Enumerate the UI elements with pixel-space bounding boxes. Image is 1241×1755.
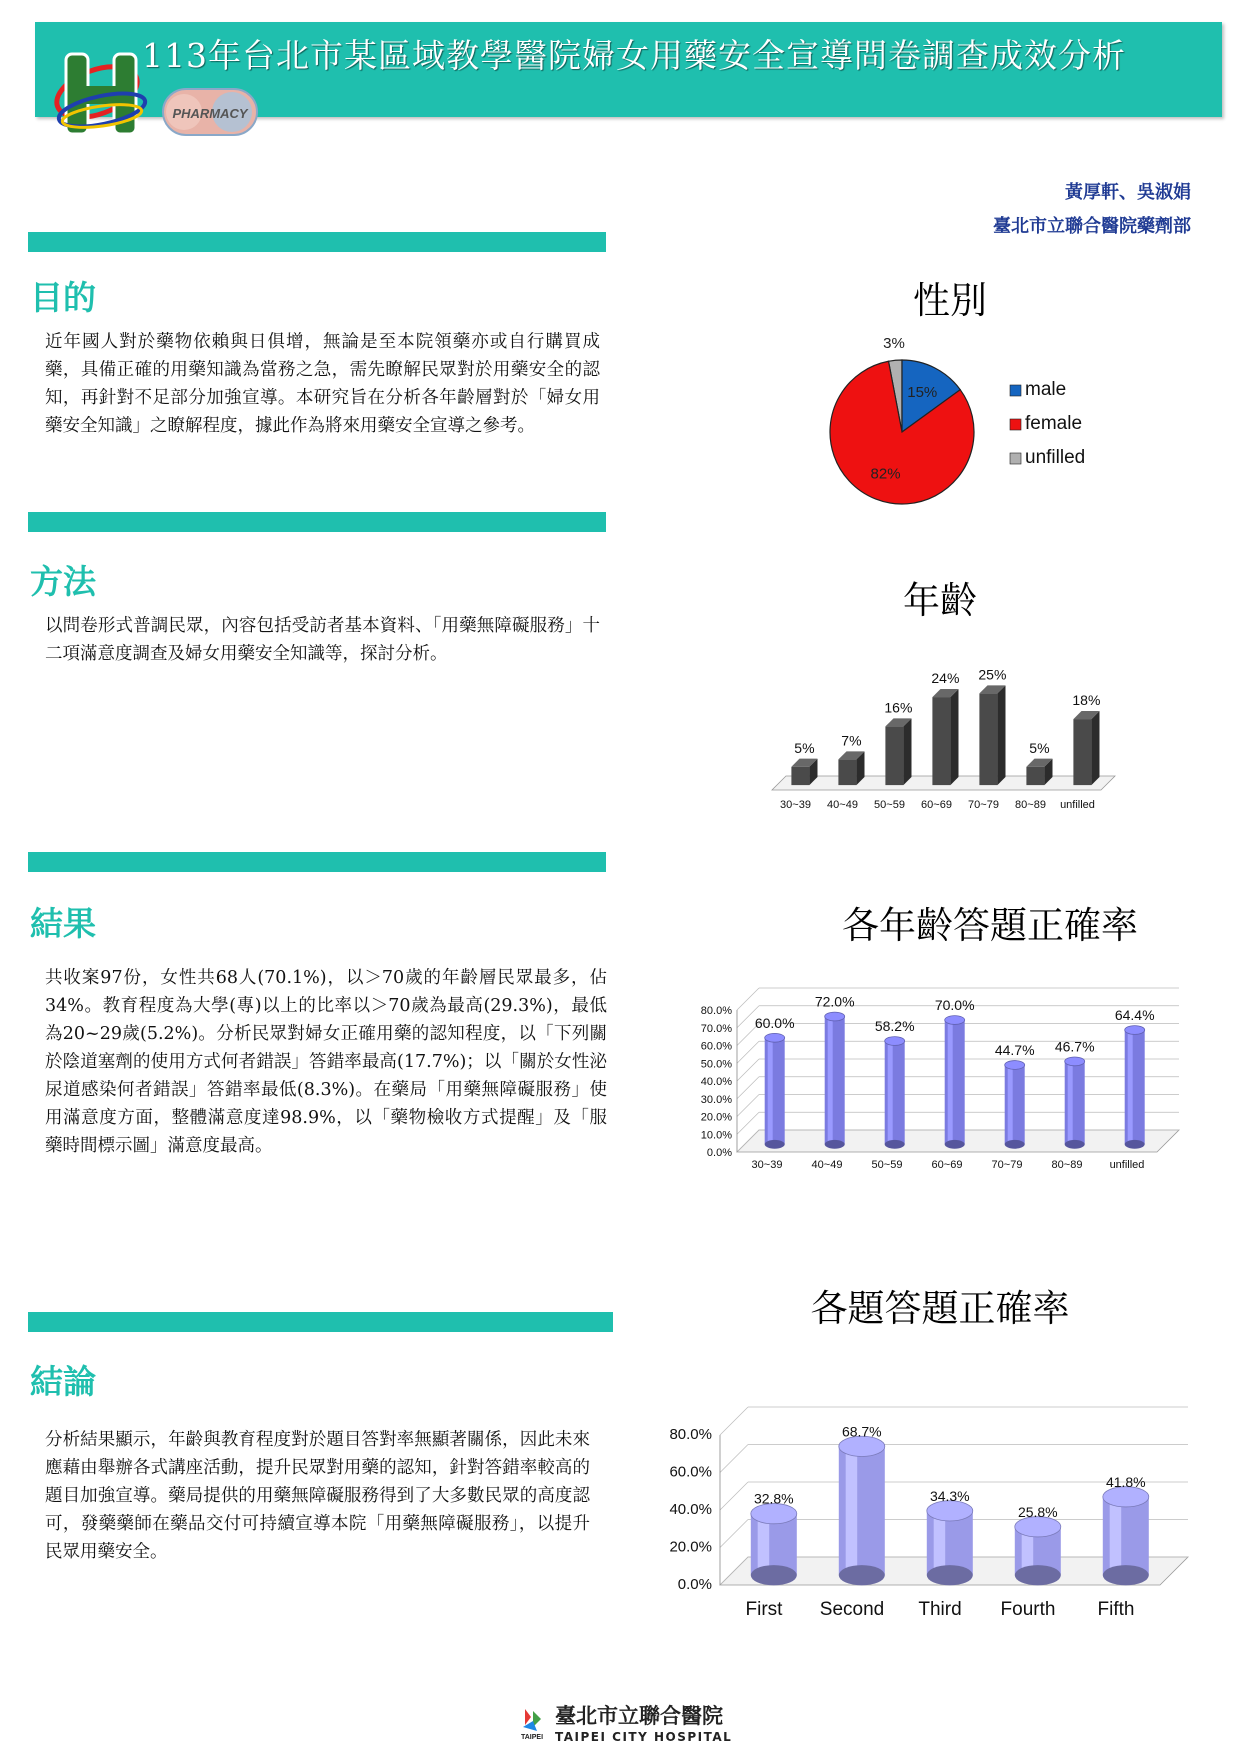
bar-side	[997, 685, 1005, 785]
section-bar-purpose	[28, 232, 606, 252]
bar-top	[1065, 1057, 1085, 1066]
authors-block	[993, 176, 1191, 244]
bar-base	[1005, 1140, 1025, 1149]
category-label: 30~39	[780, 799, 811, 811]
author-affiliation: 臺北市立聯合醫院藥劑部	[993, 216, 1191, 237]
bar-highlight	[1008, 1065, 1013, 1144]
data-label: 25%	[978, 666, 1007, 683]
conclusion-text: 分析結果顯示，年齡與教育程度對於題目答對率無顯著關係，因此未來應藉由舉辦各式講座活動，提升民眾對用藥的認知，針對答錯率較高的題目加強宣導。藥局提供的用藥無障礙服務得到了大多數民眾的高度認可，發藥藥師在藥品交付可持續宣導本院「用藥無障礙服務」，以提升民眾用藥安全。	[45, 1430, 590, 1562]
y-tick-label: 50.0%	[700, 1058, 732, 1071]
pie-label-male: 15%	[907, 384, 938, 402]
legend-swatch-male	[1010, 385, 1021, 396]
y-tick-label: 0.0%	[706, 1147, 732, 1159]
bar-top	[945, 1016, 965, 1025]
category-label: First	[745, 1599, 783, 1615]
category-label: Third	[918, 1599, 962, 1615]
bar-base	[765, 1140, 785, 1149]
data-label: 64.4%	[1114, 1006, 1155, 1023]
bar-highlight	[1110, 1497, 1122, 1575]
bar-top	[1125, 1026, 1145, 1035]
category-label: 30~39	[751, 1159, 783, 1170]
question-correct-chart-title: 各題答題正確率	[810, 1287, 1070, 1330]
bar-side	[1091, 711, 1099, 785]
pie-label-unfilled: 3%	[883, 335, 905, 352]
bar-top	[765, 1033, 785, 1042]
y-tick-label: 80.0%	[669, 1426, 712, 1443]
category-label: Second	[819, 1599, 885, 1615]
bar-base	[885, 1140, 905, 1149]
gridline-diag	[720, 1482, 748, 1510]
category-label: unfilled	[1109, 1159, 1145, 1170]
pharmacy-badge-text: PHARMACY	[172, 106, 248, 121]
data-label: 58.2%	[874, 1017, 915, 1034]
bar-80~89	[1026, 767, 1044, 785]
category-label: 50~59	[871, 1159, 903, 1170]
bar-highlight	[768, 1038, 773, 1145]
conclusion-heading: 結論	[30, 1362, 96, 1401]
bar-base	[1125, 1140, 1145, 1149]
bar-70~79	[979, 693, 997, 785]
bar-highlight	[1068, 1061, 1073, 1144]
data-label: 34.3%	[929, 1487, 970, 1504]
bar-base	[1103, 1565, 1149, 1585]
gridline-diag	[737, 1112, 759, 1134]
bar-base	[945, 1140, 965, 1149]
gridline-diag	[737, 1077, 759, 1099]
bar-highlight	[1128, 1030, 1133, 1144]
bar-highlight	[948, 1020, 953, 1144]
results-text: 共收案97份，女性共68人(70.1%)，以＞70歲的年齡層民眾最多，佔34%。教育程度為大學(專)以上的比率以＞70歲為最高(29.3%)，最低為20~29歲(5.2%)。分析民眾對婦女正確用藥的認知程度，以「下列關於陰道塞劑的使用方式何者錯誤」答錯率最高(17.7%)；以「關於女性泌尿道感染何者錯誤」答錯率最低(8.3%)。在藥局「用藥無障礙服務」使用滿意度方面，整體滿意度達98.9%，以「藥物檢收方式提醒」及「服藥時間標示圖」滿意度最高。	[45, 968, 607, 1156]
bar-top	[885, 1037, 905, 1046]
legend-swatch-unfilled	[1010, 453, 1021, 464]
method-heading: 方法	[30, 562, 96, 601]
age-correct-chart-title: 各年齡答題正確率	[842, 904, 1138, 947]
y-tick-label: 70.0%	[700, 1022, 732, 1035]
category-label: 50~59	[874, 799, 905, 811]
bar-highlight	[828, 1017, 833, 1145]
gridline-diag	[720, 1445, 748, 1473]
category-label: 70~79	[991, 1159, 1023, 1170]
pharmacy-badge	[162, 88, 258, 140]
age-chart-title: 年齡	[903, 579, 977, 622]
data-label: 5%	[1029, 739, 1050, 756]
footer-mark-text: TAIPEI	[520, 1734, 544, 1741]
age-correct-bar-chart	[680, 980, 1180, 1170]
category-label: Fifth	[1097, 1599, 1135, 1615]
data-label: 44.7%	[994, 1041, 1035, 1058]
author-names: 黃厚軒、吳淑娟	[1065, 182, 1191, 203]
bar-base	[751, 1565, 797, 1585]
bar-highlight	[846, 1446, 858, 1575]
legend-label-male: male	[1025, 379, 1067, 400]
bar-unfilled	[1073, 719, 1091, 785]
legend-label-unfilled: unfilled	[1025, 447, 1086, 468]
y-tick-label: 40.0%	[669, 1501, 712, 1518]
category-label: 40~49	[811, 1159, 843, 1170]
data-label: 25.8%	[1017, 1503, 1058, 1520]
gridline-diag	[737, 988, 759, 1010]
data-label: 41.8%	[1105, 1473, 1146, 1490]
y-tick-label: 0.0%	[677, 1576, 712, 1593]
gridline-diag	[737, 1041, 759, 1063]
footer-hospital-name: 臺北市立聯合醫院	[555, 1704, 723, 1728]
bar-60~69	[932, 697, 950, 785]
data-label: 72.0%	[814, 993, 855, 1010]
y-tick-label: 30.0%	[700, 1093, 732, 1106]
y-tick-label: 20.0%	[700, 1111, 732, 1124]
data-label: 32.8%	[753, 1490, 794, 1507]
y-tick-label: 60.0%	[700, 1040, 732, 1053]
category-label: unfilled	[1060, 799, 1095, 811]
method-text: 以問卷形式普調民眾，內容包括受訪者基本資料、「用藥無障礙服務」十二項滿意度調查及婦女用藥安全知識等，探討分析。	[45, 616, 600, 664]
y-tick-label: 60.0%	[669, 1463, 712, 1481]
legend-label-female: female	[1025, 413, 1083, 434]
category-label: Fourth	[1000, 1599, 1056, 1615]
bar-base	[1065, 1140, 1085, 1149]
category-label: 80~89	[1051, 1159, 1083, 1170]
y-tick-label: 20.0%	[669, 1538, 712, 1556]
data-label: 70.0%	[934, 997, 975, 1014]
pie-label-female: 82%	[870, 465, 901, 483]
age-bar-chart	[760, 640, 1130, 820]
bar-base	[927, 1565, 973, 1585]
y-tick-label: 80.0%	[700, 1005, 732, 1017]
bar-side	[950, 689, 958, 785]
bar-base	[825, 1140, 845, 1149]
category-label: 60~69	[931, 1159, 963, 1170]
data-label: 16%	[884, 699, 913, 716]
bar-top	[1005, 1061, 1025, 1070]
section-bar-conclusion	[28, 1312, 613, 1332]
footer-hospital-english: TAIPEI CITY HOSPITAL	[555, 1730, 733, 1744]
bar-top	[825, 1012, 845, 1021]
question-correct-bar-chart	[650, 1385, 1210, 1615]
purpose-heading: 目的	[30, 278, 96, 317]
purpose-text: 近年國人對於藥物依賴與日俱增，無論是至本院領藥亦或自行購買成藥，具備正確的用藥知識為當務之急，需先瞭解民眾對於用藥安全的認知，再針對不足部分加強宣導。本研究旨在分析各年齡層對於「婦女用藥安全知識」之瞭解程度，據此作為將來用藥安全宣導之參考。	[45, 332, 600, 436]
section-bar-method	[28, 512, 606, 532]
bar-base	[1015, 1565, 1061, 1585]
category-label: 80~89	[1015, 799, 1046, 811]
gridline-diag	[737, 1059, 759, 1081]
data-label: 5%	[794, 739, 815, 756]
bar-80~89	[1065, 1061, 1085, 1144]
gender-pie-chart	[800, 330, 1160, 520]
gridline-diag	[720, 1520, 748, 1548]
legend-swatch-female	[1010, 419, 1021, 430]
category-label: 40~49	[827, 799, 858, 811]
category-label: 60~69	[921, 799, 952, 811]
bar-highlight	[888, 1041, 893, 1144]
y-tick-label: 10.0%	[700, 1129, 732, 1142]
data-label: 46.7%	[1054, 1038, 1095, 1055]
bar-30~39	[791, 767, 809, 785]
category-label: 70~79	[968, 799, 999, 811]
bar-50~59	[885, 726, 903, 785]
poster-title: 113年台北市某區域教學醫院婦女用藥安全宣導問卷調查成效分析	[142, 36, 1126, 75]
bar-unfilled	[1125, 1030, 1145, 1144]
data-label: 60.0%	[754, 1014, 795, 1031]
bar-base	[839, 1565, 885, 1585]
gridline-diag	[737, 1095, 759, 1117]
hospital-logo	[52, 40, 162, 144]
bar-side	[903, 718, 911, 785]
section-bar-results	[28, 852, 606, 872]
data-label: 7%	[841, 732, 862, 749]
gridline-diag	[720, 1407, 748, 1435]
data-label: 18%	[1072, 692, 1101, 709]
data-label: 24%	[931, 670, 960, 687]
results-heading: 結果	[30, 904, 96, 943]
bar-40~49	[838, 759, 856, 785]
footer-logo	[515, 1705, 549, 1745]
y-tick-label: 40.0%	[700, 1076, 732, 1088]
gender-chart-title: 性別	[913, 279, 987, 322]
data-label: 68.7%	[841, 1423, 882, 1440]
